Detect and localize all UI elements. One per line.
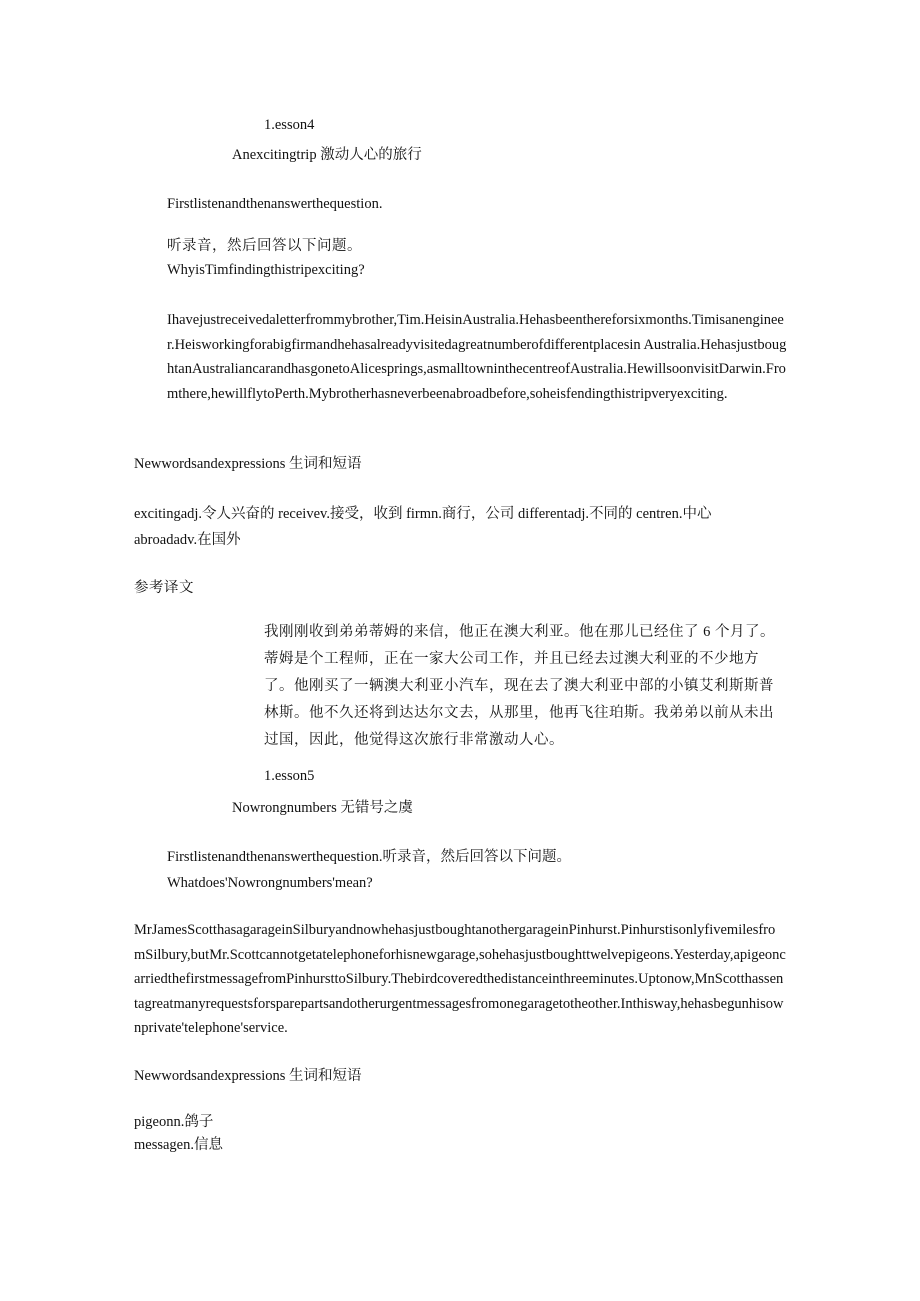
lesson4-instruction-en: Firstlistenandthenanswerthequestion.: [167, 196, 383, 212]
lesson4-instruction-cn: 听录音，然后回答以下问题。: [167, 238, 362, 254]
lesson5-heading: 1.esson5: [264, 768, 315, 784]
translation-text: 我刚刚收到弟弟蒂姆的来信，他正在澳大利亚。他在那儿已经住了 6 个月了。蒂姆是个工程师，正在一家大公司工作，并且已经去过澳大利亚的不少地方了。他刚买了一辆澳大利亚小汽车，现在去了澳大利亚中部的小镇艾利斯斯普林斯。他不久还将到达达尔文去，从那里，他再飞往珀斯。我弟弟以前从未出过国，因此，他觉得这次旅行非常激动人心。: [264, 624, 775, 748]
lesson5-passage: MrJamesScotthasagarageinSilburyandnowhehasjustboughtanothergarageinPinhurst.PinhurstisonlyfivemilesfromSilbury,butMr.Scottcannotgetatelephoneforhisnewgarage,sohehasjustboughttwelvepigeons.Yesterday,apigeoncarriedthefirstmessagefromPinhursttoSilbury.Thebirdcoveredthedistanceinthreeminutes.Uptonow,MnScotthassentagreatmanyrequestsforsparepartsandotherurgentmessagesfromonegaragetotheother.Inthisway,hehasbegunhisownprivate'telephone'service.: [134, 922, 786, 1036]
lesson4-heading: 1.esson4: [264, 117, 315, 133]
translation-heading: 参考译文: [134, 580, 194, 596]
lesson4-vocab-line-2: abroadadv.在国外: [134, 532, 241, 548]
lesson4-vocab-line-1: excitingadj.令人兴奋的 receivev.接受，收到 firmn.商行，公司 differentadj.不同的 centren.中心: [134, 506, 712, 522]
lesson5-instruction: Firstlistenandthenanswerthequestion.听录音，然后回答以下问题。: [167, 849, 571, 865]
lesson4-question: WhyisTimfindingthistripexciting?: [167, 262, 365, 278]
lesson4-passage: Ihavejustreceivedaletterfrommybrother,Tim.HeisinAustralia.Hehasbeenthereforsixmonths.Timisanengineer.Heisworkingforabigfirmandhehasalreadyvisitedagreatnumberofdifferentplacesin Australia.HehasjustboughtanAustraliancarandhasgonetoAlicesprings,asmalltowninthecentreofAustralia.HewillsoonvisitDarwin.Fromthere,hewillflytoPerth.Mybrotherhasneverbeenabroadbefore,soheisfendingthistripveryexciting.: [167, 312, 787, 402]
lesson5-title: Nowrongnumbers 无错号之虞: [232, 800, 413, 816]
lesson5-vocab-item: messagen.信息: [134, 1137, 223, 1153]
lesson5-vocab-heading: Newwordsandexpressions 生词和短语: [134, 1068, 362, 1084]
lesson4-title: Anexcitingtrip 激动人心的旅行: [232, 147, 422, 163]
lesson5-question: Whatdoes'Nowrongnumbers'mean?: [167, 875, 373, 891]
lesson5-vocab-item: pigeonn.鸽子: [134, 1114, 214, 1130]
lesson4-vocab-heading: Newwordsandexpressions 生词和短语: [134, 456, 362, 472]
